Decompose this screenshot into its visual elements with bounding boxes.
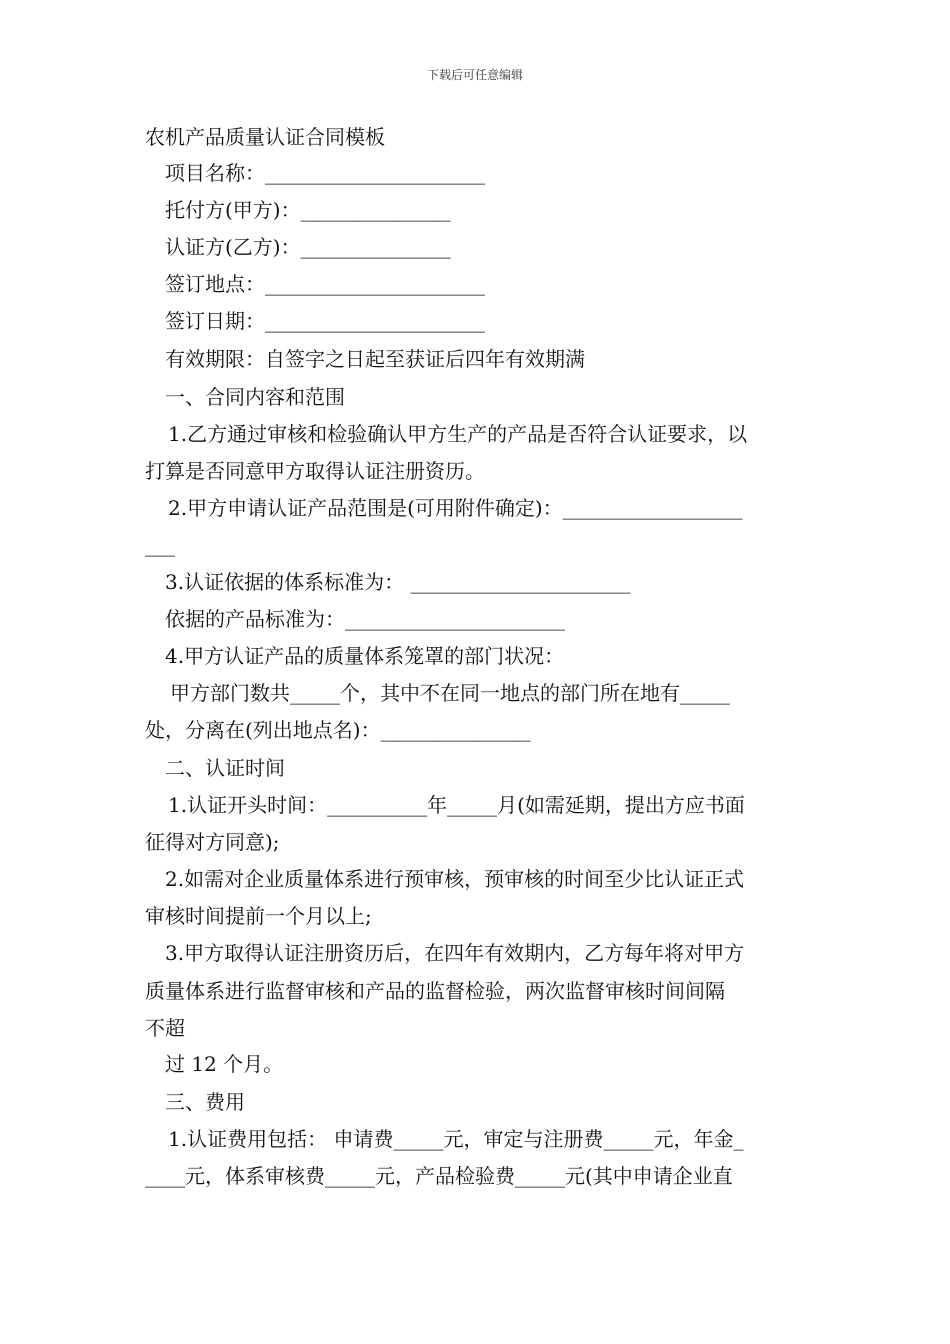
paragraph-line: 依据的产品标准为：______________________ (165, 607, 565, 631)
section-heading-2: 二、认证时间 (165, 756, 285, 780)
paragraph-line: 3.甲方取得认证注册资历后，在四年有效期内，乙方每年将对甲方 (165, 941, 745, 965)
paragraph-line: 处，分离在(列出地点名)：_______________ (145, 718, 531, 742)
paragraph-line: 1.乙方通过审核和检验确认甲方生产的产品是否符合认证要求，以 (168, 422, 748, 446)
paragraph-line: 4.甲方认证产品的质量体系笼罩的部门状况： (165, 644, 565, 668)
paragraph-line: 甲方部门数共_____个，其中不在同一地点的部门所在地有_____ (170, 681, 730, 705)
page-header: 下载后可任意编辑 (426, 68, 523, 82)
paragraph-line: 1.认证费用包括： 申请费_____元，审定与注册费_____元，年金_ (168, 1127, 744, 1151)
paragraph-line: 2.如需对企业质量体系进行预审核，预审核的时间至少比认证正式 (165, 867, 745, 891)
field-party-b: 认证方(乙方)：_______________ (165, 235, 451, 259)
paragraph-line: 质量体系进行监督审核和产品的监督检验，两次监督审核时间间隔 (145, 979, 725, 1003)
paragraph-line: ____元，体系审核费_____元，产品检验费_____元(其中申请企业直 (145, 1164, 733, 1188)
paragraph-line: 2.甲方申请认证产品范围是(可用附件确定)：__________________ (168, 496, 743, 520)
document-title: 农机产品质量认证合同模板 (145, 125, 385, 149)
paragraph-line: 征得对方同意); (145, 830, 280, 854)
field-sign-place: 签订地点：______________________ (165, 272, 485, 296)
section-heading-3: 三、费用 (165, 1090, 245, 1114)
field-sign-date: 签订日期：______________________ (165, 309, 485, 333)
paragraph-line: 3.认证依据的体系标准为： ______________________ (165, 570, 631, 594)
paragraph-line: 1.认证开头时间：__________年_____月(如需延期，提出方应书面 (168, 793, 745, 817)
paragraph-line: 打算是否同意甲方取得认证注册资历。 (145, 459, 485, 483)
paragraph-line: 过 12 个月。 (165, 1052, 284, 1076)
field-validity: 有效期限：自签字之日起至获证后四年有效期满 (165, 347, 585, 371)
section-heading-1: 一、合同内容和范围 (165, 385, 345, 409)
field-project-name: 项目名称：______________________ (165, 161, 485, 185)
paragraph-line: 不超 (145, 1016, 185, 1040)
paragraph-line: 审核时间提前一个月以上; (145, 904, 372, 928)
paragraph-line: ___ (145, 533, 175, 557)
field-party-a: 托付方(甲方)：_______________ (165, 198, 451, 222)
